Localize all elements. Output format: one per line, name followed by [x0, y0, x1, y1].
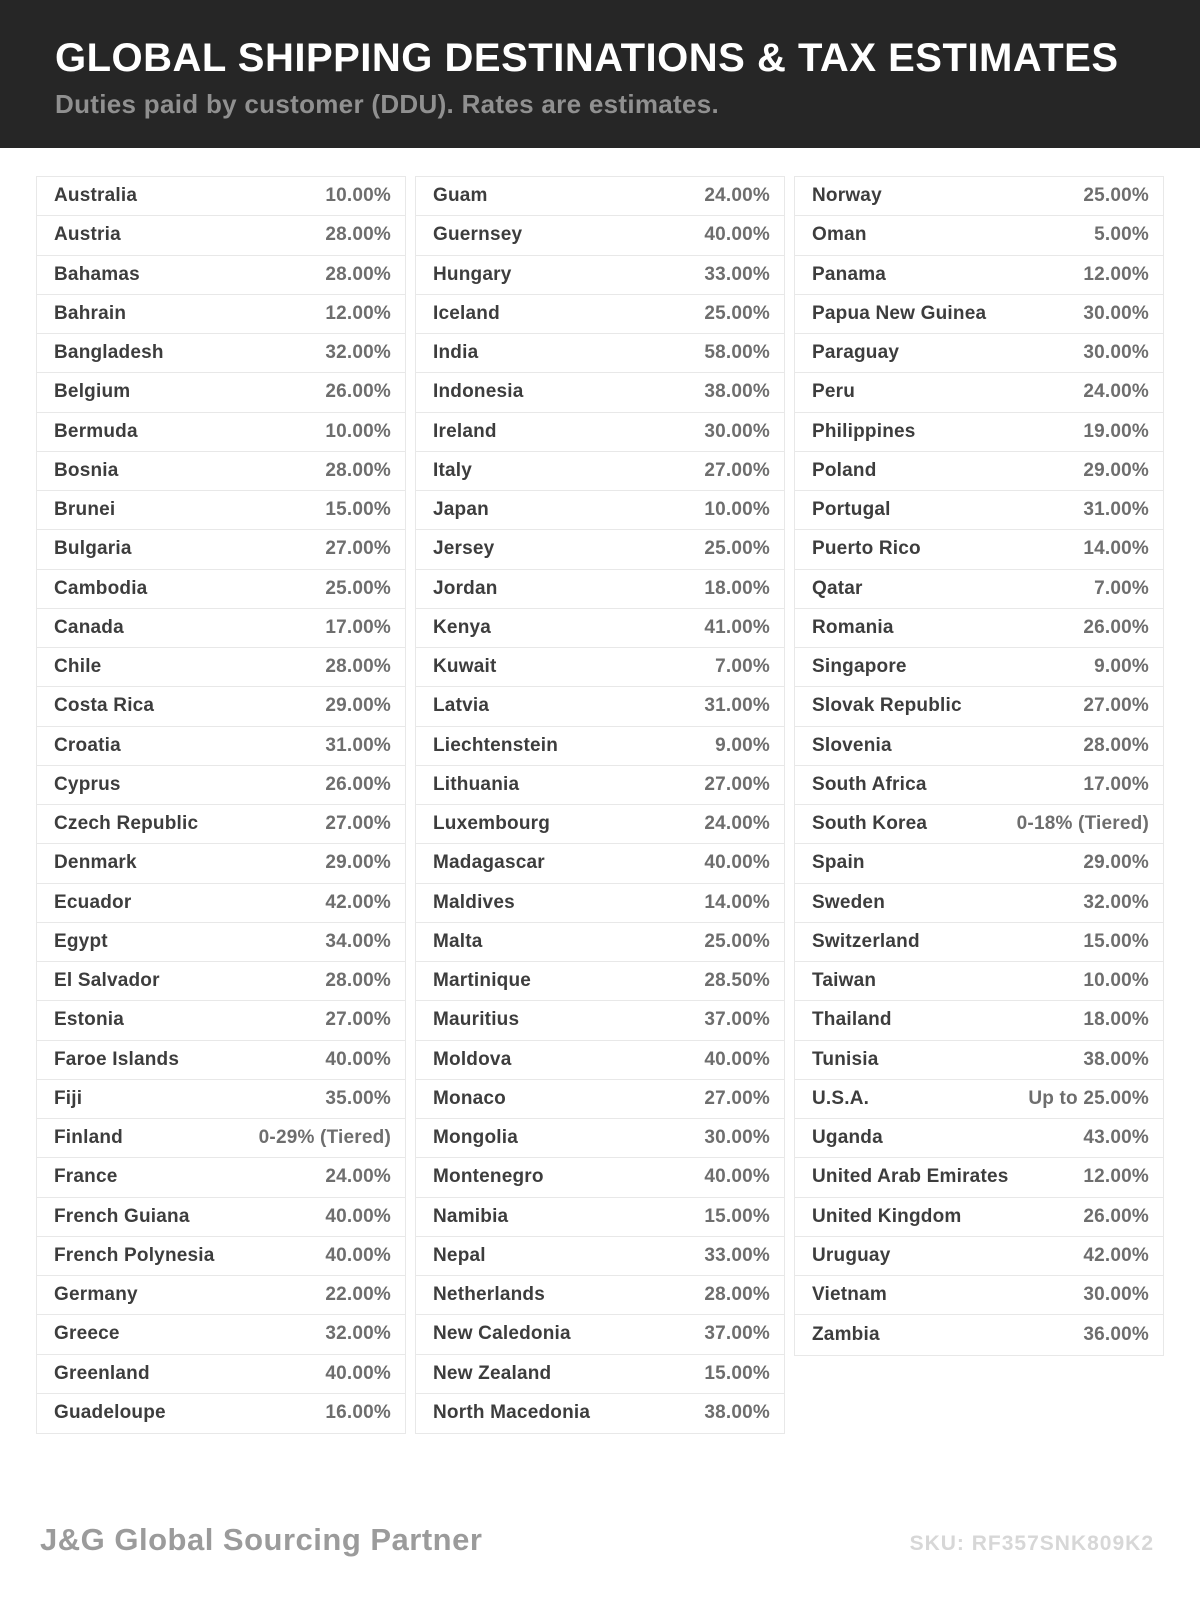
country-rate-row	[795, 216, 1163, 255]
country-rate-row	[37, 923, 405, 962]
country-name: Austria	[54, 224, 121, 246]
tax-rate: 10.00%	[1083, 970, 1149, 992]
country-rate-row	[795, 884, 1163, 923]
country-name: Portugal	[812, 499, 891, 521]
country-rate-row	[416, 1276, 784, 1315]
tax-rate: 25.00%	[704, 302, 770, 324]
country-rate-row	[795, 413, 1163, 452]
country-name: French Guiana	[54, 1205, 190, 1227]
country-rate-row	[37, 452, 405, 491]
country-rate-row	[37, 1237, 405, 1276]
country-rate-row	[37, 334, 405, 373]
country-rate-row	[37, 1119, 405, 1158]
country-rate-row	[416, 1080, 784, 1119]
country-name: Brunei	[54, 499, 116, 521]
country-rate-row	[37, 1001, 405, 1040]
country-rate-row	[416, 766, 784, 805]
country-rate-row	[416, 844, 784, 883]
country-name: New Caledonia	[433, 1323, 571, 1345]
country-name: El Salvador	[54, 970, 160, 992]
country-name: Finland	[54, 1127, 123, 1149]
country-name: Croatia	[54, 734, 121, 756]
country-rate-row	[37, 177, 405, 216]
tax-rate: 25.00%	[704, 930, 770, 952]
country-name: United Arab Emirates	[812, 1166, 1009, 1188]
tax-rate: 27.00%	[1083, 695, 1149, 717]
tax-rate: 12.00%	[325, 302, 391, 324]
country-name: Bermuda	[54, 420, 138, 442]
country-rate-row	[37, 727, 405, 766]
country-rate-row	[37, 570, 405, 609]
country-rate-row	[416, 962, 784, 1001]
rates-column-2	[415, 176, 785, 1434]
country-rate-row	[37, 530, 405, 569]
country-name: Netherlands	[433, 1284, 546, 1306]
footer	[40, 1522, 1154, 1558]
tax-rate: 25.00%	[704, 538, 770, 560]
tax-rate: 40.00%	[704, 852, 770, 874]
country-name: Peru	[812, 381, 856, 403]
country-rate-row	[795, 491, 1163, 530]
country-name: Bulgaria	[54, 538, 132, 560]
country-rate-row	[416, 256, 784, 295]
country-rate-row	[795, 452, 1163, 491]
country-rate-row	[795, 1158, 1163, 1197]
country-name: North Macedonia	[433, 1402, 591, 1424]
brand-name: J&G Global Sourcing Partner	[40, 1522, 483, 1557]
country-name: Panama	[812, 263, 887, 285]
country-rate-row	[416, 1355, 784, 1394]
country-name: Switzerland	[812, 930, 920, 952]
country-name: Mongolia	[433, 1127, 518, 1149]
tax-rate: 10.00%	[704, 499, 770, 521]
tax-rate: 12.00%	[1083, 1166, 1149, 1188]
tax-rate: 31.00%	[704, 695, 770, 717]
country-name: France	[54, 1166, 118, 1188]
tax-rate: 26.00%	[325, 381, 391, 403]
tax-rate: 31.00%	[1083, 499, 1149, 521]
tax-rate: 15.00%	[704, 1205, 770, 1227]
country-name: Montenegro	[433, 1166, 544, 1188]
country-name: Norway	[812, 185, 882, 207]
country-name: Martinique	[433, 970, 532, 992]
tax-rate: 16.00%	[325, 1402, 391, 1424]
tax-rate: 28.50%	[704, 970, 770, 992]
tax-rate: 38.00%	[704, 1402, 770, 1424]
country-rate-row	[416, 216, 784, 255]
tax-rate: 14.00%	[1083, 538, 1149, 560]
country-name: South Africa	[812, 773, 927, 795]
country-rate-row	[37, 413, 405, 452]
tax-rate: 27.00%	[704, 1087, 770, 1109]
tax-rate: 27.00%	[325, 538, 391, 560]
tax-rate: 40.00%	[704, 224, 770, 246]
country-name: French Polynesia	[54, 1244, 215, 1266]
country-name: Maldives	[433, 891, 515, 913]
country-rate-row	[795, 805, 1163, 844]
country-rate-row	[795, 727, 1163, 766]
country-rate-row	[416, 648, 784, 687]
tax-rate: 22.00%	[325, 1284, 391, 1306]
country-name: Qatar	[812, 577, 863, 599]
country-name: Guam	[433, 185, 488, 207]
country-rate-row	[795, 373, 1163, 412]
tax-rate: 29.00%	[325, 852, 391, 874]
country-name: Tunisia	[812, 1048, 879, 1070]
country-name: Uruguay	[812, 1244, 891, 1266]
tax-rate: 28.00%	[704, 1284, 770, 1306]
country-rate-row	[795, 1276, 1163, 1315]
country-rate-row	[795, 648, 1163, 687]
tax-rate: 35.00%	[325, 1087, 391, 1109]
tax-rate: 42.00%	[1083, 1244, 1149, 1266]
country-name: Poland	[812, 459, 877, 481]
tax-rate: 28.00%	[325, 263, 391, 285]
country-rate-row	[37, 1041, 405, 1080]
tax-rate: 37.00%	[704, 1323, 770, 1345]
country-rate-row	[37, 687, 405, 726]
tax-rate: 34.00%	[325, 930, 391, 952]
country-rate-row	[37, 1355, 405, 1394]
country-rate-row	[416, 1237, 784, 1276]
country-rate-row	[795, 844, 1163, 883]
country-name: Japan	[433, 499, 489, 521]
tax-rate: 18.00%	[704, 577, 770, 599]
country-name: Guernsey	[433, 224, 523, 246]
country-name: Bosnia	[54, 459, 119, 481]
tax-rate: 9.00%	[1094, 656, 1149, 678]
country-rate-row	[37, 216, 405, 255]
country-name: Slovenia	[812, 734, 892, 756]
country-rate-row	[37, 295, 405, 334]
tax-rate: 33.00%	[704, 1244, 770, 1266]
country-rate-row	[416, 1158, 784, 1197]
tax-rate: 28.00%	[1083, 734, 1149, 756]
country-name: Ireland	[433, 420, 497, 442]
tax-rate: 9.00%	[715, 734, 770, 756]
rates-table	[36, 176, 1164, 1434]
country-rate-row	[37, 491, 405, 530]
country-name: Papua New Guinea	[812, 302, 987, 324]
country-name: Bangladesh	[54, 342, 164, 364]
country-rate-row	[795, 177, 1163, 216]
country-rate-row	[795, 1237, 1163, 1276]
tax-rate: 27.00%	[704, 773, 770, 795]
country-name: Bahrain	[54, 302, 127, 324]
country-name: Philippines	[812, 420, 916, 442]
country-rate-row	[416, 687, 784, 726]
tax-rate: 40.00%	[325, 1362, 391, 1384]
page-subtitle: Duties paid by customer (DDU). Rates are estimates.	[55, 89, 720, 119]
country-name: Vietnam	[812, 1284, 887, 1306]
country-name: Cyprus	[54, 773, 121, 795]
tax-rate: 0-29% (Tiered)	[258, 1127, 391, 1149]
tax-rate: 32.00%	[325, 1323, 391, 1345]
country-rate-row	[416, 1119, 784, 1158]
country-rate-row	[416, 295, 784, 334]
country-name: United Kingdom	[812, 1205, 962, 1227]
country-rate-row	[37, 1276, 405, 1315]
country-rate-row	[416, 491, 784, 530]
country-rate-row	[416, 1041, 784, 1080]
country-name: U.S.A.	[812, 1087, 870, 1109]
tax-rate: 28.00%	[325, 970, 391, 992]
tax-rate: 7.00%	[1094, 577, 1149, 599]
tax-rate: 30.00%	[1083, 1284, 1149, 1306]
country-rate-row	[416, 923, 784, 962]
country-rate-row	[795, 295, 1163, 334]
tax-rate: 19.00%	[1083, 420, 1149, 442]
tax-rate: 32.00%	[325, 342, 391, 364]
tax-rate: 43.00%	[1083, 1127, 1149, 1149]
country-name: Paraguay	[812, 342, 900, 364]
tax-rate: 41.00%	[704, 616, 770, 638]
tax-rate: 12.00%	[1083, 263, 1149, 285]
sku-label: SKU: RF357SNK809K2	[909, 1532, 1154, 1555]
tax-rate: 15.00%	[704, 1362, 770, 1384]
tax-rate: 40.00%	[704, 1048, 770, 1070]
country-name: Latvia	[433, 695, 490, 717]
tax-rate: 24.00%	[704, 813, 770, 835]
country-rate-row	[416, 1315, 784, 1354]
country-name: Germany	[54, 1284, 138, 1306]
country-name: Belgium	[54, 381, 131, 403]
country-rate-row	[795, 1001, 1163, 1040]
country-name: Thailand	[812, 1009, 892, 1031]
tax-rate: 17.00%	[1083, 773, 1149, 795]
rates-column-3	[794, 176, 1164, 1356]
country-name: Hungary	[433, 263, 512, 285]
tax-rate: 10.00%	[325, 420, 391, 442]
tax-rate: 29.00%	[1083, 852, 1149, 874]
country-name: India	[433, 342, 479, 364]
tax-rate: 40.00%	[704, 1166, 770, 1188]
tax-rate: 38.00%	[704, 381, 770, 403]
country-name: Puerto Rico	[812, 538, 921, 560]
country-name: Greenland	[54, 1362, 150, 1384]
tax-rate: 25.00%	[325, 577, 391, 599]
country-name: Monaco	[433, 1087, 506, 1109]
country-rate-row	[37, 648, 405, 687]
country-rate-row	[416, 609, 784, 648]
tax-rate: 24.00%	[1083, 381, 1149, 403]
country-rate-row	[795, 687, 1163, 726]
country-rate-row	[416, 884, 784, 923]
country-rate-row	[416, 530, 784, 569]
country-name: Sweden	[812, 891, 885, 913]
country-name: Singapore	[812, 656, 907, 678]
tax-rate: 33.00%	[704, 263, 770, 285]
country-name: Jersey	[433, 538, 495, 560]
country-name: Bahamas	[54, 263, 140, 285]
country-name: Mauritius	[433, 1009, 520, 1031]
tax-rate: 30.00%	[1083, 342, 1149, 364]
country-name: Iceland	[433, 302, 500, 324]
country-name: New Zealand	[433, 1362, 552, 1384]
country-name: Uganda	[812, 1127, 883, 1149]
country-name: Lithuania	[433, 773, 520, 795]
tax-rate: 29.00%	[325, 695, 391, 717]
tax-rate: 32.00%	[1083, 891, 1149, 913]
rates-column-1	[36, 176, 406, 1434]
country-name: Slovak Republic	[812, 695, 962, 717]
tax-rate: 30.00%	[704, 420, 770, 442]
country-name: Indonesia	[433, 381, 524, 403]
country-rate-row	[416, 413, 784, 452]
country-rate-row	[416, 452, 784, 491]
tax-rate: 26.00%	[1083, 1205, 1149, 1227]
country-rate-row	[795, 256, 1163, 295]
country-rate-row	[795, 1198, 1163, 1237]
country-name: Romania	[812, 616, 894, 638]
country-rate-row	[416, 727, 784, 766]
tax-rate: 15.00%	[325, 499, 391, 521]
tax-rate: 27.00%	[325, 1009, 391, 1031]
country-name: Estonia	[54, 1009, 125, 1031]
country-rate-row	[37, 1198, 405, 1237]
country-rate-row	[795, 1080, 1163, 1119]
country-name: Malta	[433, 930, 483, 952]
tax-rate: 31.00%	[325, 734, 391, 756]
country-rate-row	[416, 334, 784, 373]
country-rate-row	[416, 1198, 784, 1237]
tax-rate: 0-18% (Tiered)	[1016, 813, 1149, 835]
tax-rate: 24.00%	[704, 185, 770, 207]
country-name: Liechtenstein	[433, 734, 559, 756]
tax-rate: 42.00%	[325, 891, 391, 913]
tax-rate: 15.00%	[1083, 930, 1149, 952]
tax-rate: 26.00%	[1083, 616, 1149, 638]
country-name: Kuwait	[433, 656, 497, 678]
country-name: Canada	[54, 616, 124, 638]
country-rate-row	[37, 373, 405, 412]
country-name: Costa Rica	[54, 695, 155, 717]
country-rate-row	[416, 570, 784, 609]
country-name: Kenya	[433, 616, 492, 638]
country-name: Oman	[812, 224, 867, 246]
tax-rate: 27.00%	[704, 459, 770, 481]
country-rate-row	[416, 177, 784, 216]
country-rate-row	[795, 1041, 1163, 1080]
tax-rate: 14.00%	[704, 891, 770, 913]
country-rate-row	[416, 1394, 784, 1433]
country-name: Cambodia	[54, 577, 148, 599]
country-rate-row	[37, 1080, 405, 1119]
country-rate-row	[37, 805, 405, 844]
tax-rate: 40.00%	[325, 1205, 391, 1227]
country-name: Zambia	[812, 1323, 880, 1345]
page-title: GLOBAL SHIPPING DESTINATIONS & TAX ESTIMATES	[55, 36, 1119, 80]
country-name: Australia	[54, 185, 138, 207]
tax-rate: 18.00%	[1083, 1009, 1149, 1031]
country-rate-row	[416, 373, 784, 412]
country-name: Namibia	[433, 1205, 509, 1227]
country-name: Spain	[812, 852, 865, 874]
tax-rate: 40.00%	[325, 1244, 391, 1266]
tax-rate: 36.00%	[1083, 1323, 1149, 1345]
country-rate-row	[37, 609, 405, 648]
country-rate-row	[795, 1315, 1163, 1354]
country-name: South Korea	[812, 813, 928, 835]
country-name: Fiji	[54, 1087, 83, 1109]
tax-rate: 28.00%	[325, 656, 391, 678]
country-rate-row	[795, 570, 1163, 609]
country-rate-row	[37, 1158, 405, 1197]
country-name: Czech Republic	[54, 813, 199, 835]
tax-rate: 29.00%	[1083, 459, 1149, 481]
tax-rate: Up to 25.00%	[1028, 1087, 1149, 1109]
tax-rate: 24.00%	[325, 1166, 391, 1188]
country-name: Taiwan	[812, 970, 877, 992]
country-rate-row	[37, 1394, 405, 1433]
country-rate-row	[37, 1315, 405, 1354]
header-banner	[0, 0, 1200, 148]
country-rate-row	[37, 884, 405, 923]
country-name: Jordan	[433, 577, 498, 599]
country-rate-row	[795, 609, 1163, 648]
tax-rate: 30.00%	[1083, 302, 1149, 324]
country-rate-row	[37, 962, 405, 1001]
tax-rate: 7.00%	[715, 656, 770, 678]
country-rate-row	[795, 962, 1163, 1001]
country-name: Luxembourg	[433, 813, 551, 835]
country-rate-row	[795, 766, 1163, 805]
country-name: Italy	[433, 459, 473, 481]
country-rate-row	[37, 766, 405, 805]
country-rate-row	[795, 530, 1163, 569]
country-rate-row	[795, 923, 1163, 962]
country-rate-row	[416, 1001, 784, 1040]
tax-rate: 28.00%	[325, 459, 391, 481]
country-name: Greece	[54, 1323, 120, 1345]
country-name: Faroe Islands	[54, 1048, 180, 1070]
tax-rate: 38.00%	[1083, 1048, 1149, 1070]
country-name: Ecuador	[54, 891, 132, 913]
tax-rate: 10.00%	[325, 185, 391, 207]
tax-rate: 17.00%	[325, 616, 391, 638]
tax-rate: 28.00%	[325, 224, 391, 246]
country-rate-row	[416, 805, 784, 844]
tax-rate: 37.00%	[704, 1009, 770, 1031]
country-rate-row	[795, 1119, 1163, 1158]
tax-rate: 30.00%	[704, 1127, 770, 1149]
tax-rate: 58.00%	[704, 342, 770, 364]
country-name: Denmark	[54, 852, 137, 874]
country-name: Egypt	[54, 930, 108, 952]
country-name: Moldova	[433, 1048, 512, 1070]
tax-rate: 5.00%	[1094, 224, 1149, 246]
country-name: Madagascar	[433, 852, 545, 874]
tax-rate: 40.00%	[325, 1048, 391, 1070]
country-name: Nepal	[433, 1244, 486, 1266]
tax-rate: 27.00%	[325, 813, 391, 835]
country-name: Guadeloupe	[54, 1402, 166, 1424]
tax-rate: 26.00%	[325, 773, 391, 795]
country-rate-row	[37, 256, 405, 295]
tax-rate: 25.00%	[1083, 185, 1149, 207]
country-rate-row	[37, 844, 405, 883]
country-name: Chile	[54, 656, 102, 678]
country-rate-row	[795, 334, 1163, 373]
